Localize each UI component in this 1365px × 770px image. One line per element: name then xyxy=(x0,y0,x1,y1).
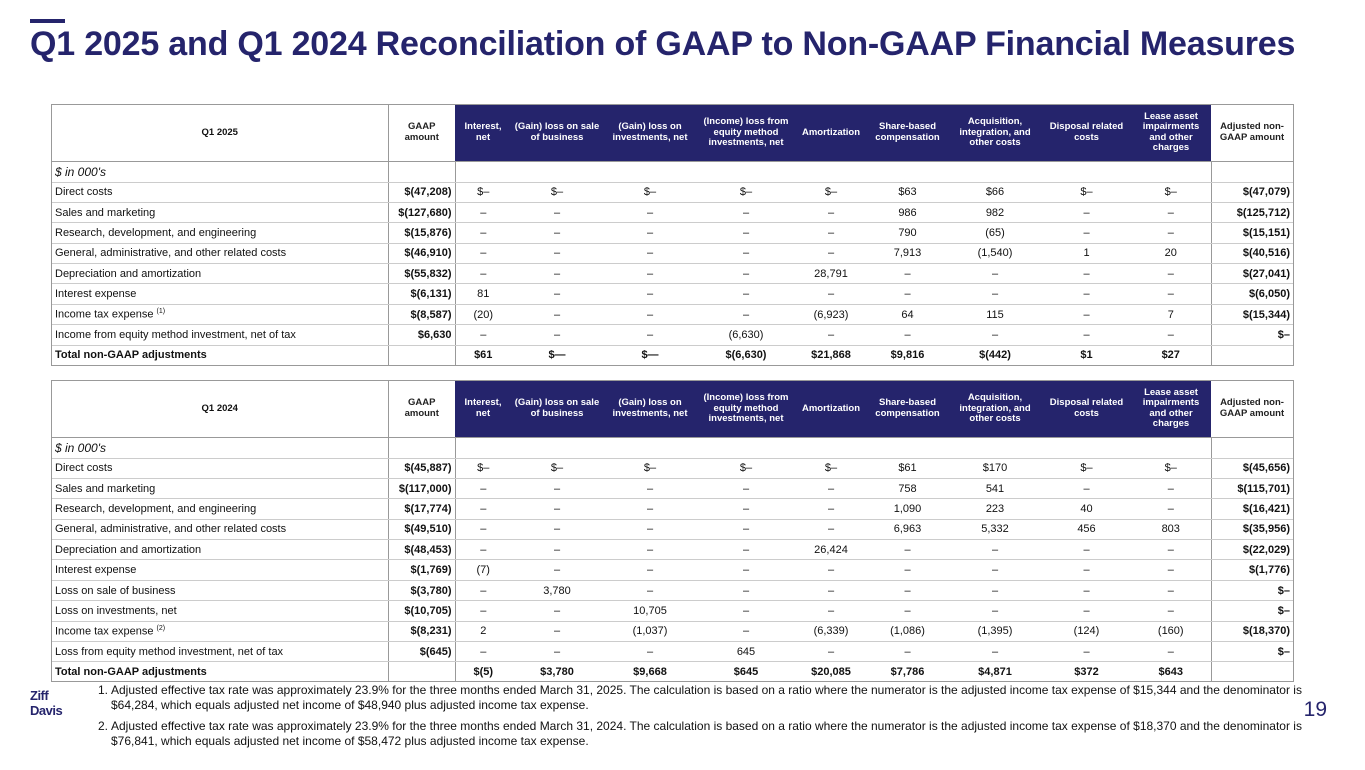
adjustment-cell-acq: – xyxy=(948,284,1042,304)
adjustment-cell-acq: 5,332 xyxy=(948,519,1042,539)
adjustment-cell-lease: 7 xyxy=(1131,304,1211,324)
row-label: Depreciation and amortization xyxy=(52,264,388,284)
adjustment-cell-lease: $– xyxy=(1131,182,1211,202)
adjustment-cell-disp: – xyxy=(1042,264,1131,284)
footnote-1: 1. Adjusted effective tax rate was approximately 23.9% for the three months ended March 31, 2025. The calculation is based on a ratio where the numerator is the adjusted income tax expense of $15,344 and the denominator is $64,284, which equals adjusted net income of $48,940 plus adjusted income tax expense. xyxy=(98,683,1302,712)
adjustment-cell-disp: – xyxy=(1042,325,1131,345)
adjustment-cell-equity: – xyxy=(697,580,795,600)
total-cell-interest: $61 xyxy=(474,349,493,362)
adjustment-cell-lease: – xyxy=(1131,202,1211,222)
adjustment-cell-acq: (1,395) xyxy=(948,621,1042,641)
adjustment-cell-share: – xyxy=(867,601,948,621)
gaap-cell: $(55,832) xyxy=(388,264,455,284)
adjustment-cell-amort: $– xyxy=(795,458,867,478)
adjustment-cell-lease: – xyxy=(1131,478,1211,498)
adjustment-cell-disp: $– xyxy=(1042,458,1131,478)
table-row xyxy=(52,499,1293,519)
adjustment-cell-lease: – xyxy=(1131,325,1211,345)
col-header-disposal: Disposal related costs xyxy=(1042,105,1131,161)
adjustment-cell-interest: – xyxy=(455,499,511,519)
adjustment-cell-interest: (20) xyxy=(455,304,511,324)
adjustment-cell-acq: $170 xyxy=(948,458,1042,478)
adjustment-cell-equity: – xyxy=(697,621,795,641)
row-label: Loss from equity method investment, net of tax xyxy=(52,642,388,662)
adjustment-cell-acq: – xyxy=(948,601,1042,621)
adjustment-cell-equity: – xyxy=(697,499,795,519)
adjusted-cell: $(115,701) xyxy=(1211,478,1293,498)
adjustment-cell-amort: (6,923) xyxy=(795,304,867,324)
table-row xyxy=(52,182,1293,202)
table-row xyxy=(52,223,1293,243)
adjustment-cell-interest: – xyxy=(455,478,511,498)
reconciliation-table-q1-2025 xyxy=(52,105,1293,365)
gaap-cell: $(6,131) xyxy=(388,284,455,304)
gaap-cell: $(46,910) xyxy=(388,243,455,263)
adjustment-cell-inv: – xyxy=(603,519,697,539)
adjustment-cell-share: – xyxy=(867,580,948,600)
gaap-cell: $(17,774) xyxy=(388,499,455,519)
col-header-acquisition: Acquisition, integration, and other costs xyxy=(948,105,1042,161)
adjustment-cell-interest: 81 xyxy=(455,284,511,304)
adjustment-cell-lease: – xyxy=(1131,284,1211,304)
adjustment-cell-disp: 456 xyxy=(1042,519,1131,539)
total-cell-share: $7,786 xyxy=(890,665,925,678)
adjustment-cell-interest: (7) xyxy=(455,560,511,580)
adjustment-cell-acq: – xyxy=(948,540,1042,560)
adjustment-cell-equity: – xyxy=(697,284,795,304)
adjustment-cell-acq: – xyxy=(948,642,1042,662)
adjustment-cell-lease: – xyxy=(1131,580,1211,600)
gaap-cell: $(15,876) xyxy=(388,223,455,243)
adjustment-cell-inv: $– xyxy=(603,182,697,202)
adjustment-cell-sale: – xyxy=(511,284,603,304)
col-header-equity-method: (Income) loss from equity method investments, net xyxy=(697,381,795,437)
gaap-cell: $(45,887) xyxy=(388,458,455,478)
reconciliation-table-q1-2024 xyxy=(52,381,1293,681)
adjustment-cell-amort: $– xyxy=(795,182,867,202)
adjustment-cell-interest: $– xyxy=(455,182,511,202)
adjustment-cell-lease: $– xyxy=(1131,458,1211,478)
adjustment-cell-amort: – xyxy=(795,223,867,243)
adjustment-cell-sale: 3,780 xyxy=(511,580,603,600)
adjustment-cell-lease: (160) xyxy=(1131,621,1211,641)
col-header-acquisition: Acquisition, integration, and other costs xyxy=(948,381,1042,437)
gaap-cell: $(1,769) xyxy=(388,560,455,580)
adjustment-cell-interest: – xyxy=(455,540,511,560)
row-label: Sales and marketing xyxy=(52,478,388,498)
adjustment-cell-acq: (65) xyxy=(948,223,1042,243)
adjustment-cell-disp: 40 xyxy=(1042,499,1131,519)
adjustment-cell-inv: – xyxy=(603,478,697,498)
adjustment-cell-share: – xyxy=(867,325,948,345)
row-label: Income tax expense $^{(1)}$ xyxy=(52,304,388,324)
row-label: Income from equity method investment, net of tax xyxy=(52,325,388,345)
units-label: $ in 000's xyxy=(52,437,388,458)
adjustment-cell-acq: – xyxy=(948,560,1042,580)
adjustment-cell-sale: – xyxy=(511,325,603,345)
col-header-amortization: Amortization xyxy=(795,381,867,437)
adjustment-cell-share: 64 xyxy=(867,304,948,324)
adjustment-cell-amort: – xyxy=(795,325,867,345)
col-header-interest: Interest, net xyxy=(455,105,511,161)
adjustment-cell-sale: – xyxy=(511,223,603,243)
adjustment-cell-sale: – xyxy=(511,499,603,519)
col-header-share-based: Share-based compensation xyxy=(867,381,948,437)
adjustment-cell-sale: – xyxy=(511,519,603,539)
adjustment-cell-equity: $– xyxy=(697,182,795,202)
table-row xyxy=(52,264,1293,284)
table-row xyxy=(52,560,1293,580)
adjustment-cell-disp: 1 xyxy=(1042,243,1131,263)
total-label: Total non-GAAP adjustments xyxy=(55,665,207,678)
footnote-2: 2. Adjusted effective tax rate was approximately 23.9% for the three months ended March 31, 2024. The calculation is based on a ratio where the numerator is the adjusted income tax expense of $18,370 and the denominator is $76,841, which equals adjusted net income of $58,472 plus adjusted income tax expense. xyxy=(98,719,1302,748)
total-cell-sale: $— xyxy=(548,349,566,362)
col-header-adjusted: Adjusted non-GAAP amount xyxy=(1211,105,1293,161)
total-cell-share: $9,816 xyxy=(890,349,925,362)
adjustment-cell-interest: – xyxy=(455,519,511,539)
total-cell-acq: $4,871 xyxy=(978,665,1012,678)
adjustment-cell-sale: – xyxy=(511,304,603,324)
total-cell-amort: $21,868 xyxy=(811,349,851,362)
adjustment-cell-disp: $– xyxy=(1042,182,1131,202)
total-row xyxy=(52,345,1293,365)
footnote-ref: (1) xyxy=(156,308,166,316)
col-header-gaap: GAAP amount xyxy=(388,381,455,437)
col-header-gain-loss-sale: (Gain) loss on sale of business xyxy=(511,105,603,161)
adjustment-cell-equity: – xyxy=(697,223,795,243)
total-cell-interest: $(5) xyxy=(473,665,494,678)
row-label: Loss on sale of business xyxy=(52,580,388,600)
adjustment-cell-equity: 645 xyxy=(697,642,795,662)
table-row xyxy=(52,601,1293,621)
table-row xyxy=(52,458,1293,478)
title-accent-bar xyxy=(30,19,65,23)
table-row xyxy=(52,642,1293,662)
table-row xyxy=(52,621,1293,641)
adjustment-cell-equity: – xyxy=(697,519,795,539)
adjusted-cell: $(15,344) xyxy=(1211,304,1293,324)
adjustment-cell-disp: – xyxy=(1042,304,1131,324)
row-label: Research, development, and engineering xyxy=(52,223,388,243)
total-cell-lease: $27 xyxy=(1161,349,1180,362)
adjustment-cell-amort: – xyxy=(795,601,867,621)
col-header-amortization: Amortization xyxy=(795,105,867,161)
row-label: Research, development, and engineering xyxy=(52,499,388,519)
col-header-lease: Lease asset impairments and other charges xyxy=(1131,381,1211,437)
gaap-cell: $(127,680) xyxy=(388,202,455,222)
adjustment-cell-amort: – xyxy=(795,642,867,662)
adjustment-cell-inv: 10,705 xyxy=(603,601,697,621)
adjustment-cell-interest: – xyxy=(455,642,511,662)
adjustment-cell-inv: – xyxy=(603,642,697,662)
adjustment-cell-disp: – xyxy=(1042,580,1131,600)
adjusted-cell: $– xyxy=(1211,642,1293,662)
total-cell-acq: $(442) xyxy=(979,349,1011,362)
row-label: Income tax expense $^{(2)}$ xyxy=(52,621,388,641)
col-header-disposal: Disposal related costs xyxy=(1042,381,1131,437)
adjustment-cell-amort: 26,424 xyxy=(795,540,867,560)
row-label: Interest expense xyxy=(52,284,388,304)
adjustment-cell-equity: $– xyxy=(697,458,795,478)
adjustment-cell-sale: – xyxy=(511,478,603,498)
adjustment-cell-disp: – xyxy=(1042,560,1131,580)
adjustment-cell-share: $61 xyxy=(867,458,948,478)
table-row xyxy=(52,540,1293,560)
adjustment-cell-disp: – xyxy=(1042,642,1131,662)
footnotes xyxy=(98,683,1308,755)
adjustment-cell-acq: – xyxy=(948,325,1042,345)
adjustment-cell-interest: – xyxy=(455,601,511,621)
col-header-lease: Lease asset impairments and other charges xyxy=(1131,105,1211,161)
adjustment-cell-amort: – xyxy=(795,560,867,580)
adjustment-cell-share: (1,086) xyxy=(867,621,948,641)
col-header-gain-loss-sale: (Gain) loss on sale of business xyxy=(511,381,603,437)
adjustment-cell-inv: (1,037) xyxy=(603,621,697,641)
adjustment-cell-inv: – xyxy=(603,325,697,345)
adjusted-cell: $(22,029) xyxy=(1211,540,1293,560)
page-number: 19 xyxy=(1303,698,1327,721)
adjustment-cell-inv: – xyxy=(603,304,697,324)
adjustment-cell-share: 790 xyxy=(867,223,948,243)
adjustment-cell-inv: – xyxy=(603,540,697,560)
adjustment-cell-amort: – xyxy=(795,519,867,539)
adjustment-cell-inv: $– xyxy=(603,458,697,478)
adjusted-cell: $(27,041) xyxy=(1211,264,1293,284)
table-row xyxy=(52,519,1293,539)
row-label: Depreciation and amortization xyxy=(52,540,388,560)
table-period-label: Q1 2025 xyxy=(201,126,238,138)
adjustment-cell-inv: – xyxy=(603,580,697,600)
adjustment-cell-interest: – xyxy=(455,580,511,600)
adjustment-cell-interest: 2 xyxy=(455,621,511,641)
total-cell-sale: $3,780 xyxy=(540,665,574,678)
adjustment-cell-disp: – xyxy=(1042,540,1131,560)
col-header-gaap: GAAP amount xyxy=(388,105,455,161)
col-header-interest: Interest, net xyxy=(455,381,511,437)
adjusted-cell: $(18,370) xyxy=(1211,621,1293,641)
adjustment-cell-sale: – xyxy=(511,264,603,284)
adjustment-cell-share: – xyxy=(867,540,948,560)
adjustment-cell-sale: – xyxy=(511,540,603,560)
adjustment-cell-sale: $– xyxy=(511,182,603,202)
adjustment-cell-lease: – xyxy=(1131,642,1211,662)
adjustment-cell-acq: $66 xyxy=(948,182,1042,202)
gaap-cell: $(8,231) xyxy=(388,621,455,641)
row-label: Sales and marketing xyxy=(52,202,388,222)
adjustment-cell-equity: – xyxy=(697,560,795,580)
adjusted-cell: $– xyxy=(1211,601,1293,621)
adjustment-cell-equity: – xyxy=(697,540,795,560)
adjustment-cell-share: 7,913 xyxy=(867,243,948,263)
row-label: General, administrative, and other related costs xyxy=(52,243,388,263)
table-row xyxy=(52,202,1293,222)
adjustment-cell-disp: – xyxy=(1042,202,1131,222)
adjusted-cell: $(16,421) xyxy=(1211,499,1293,519)
total-cell-inv: $9,668 xyxy=(633,665,667,678)
adjustment-cell-interest: $– xyxy=(455,458,511,478)
row-label: General, administrative, and other related costs xyxy=(52,519,388,539)
row-label: Interest expense xyxy=(52,560,388,580)
adjustment-cell-inv: – xyxy=(603,202,697,222)
table-row xyxy=(52,243,1293,263)
total-cell-inv: $— xyxy=(641,349,659,362)
adjusted-cell: $(45,656) xyxy=(1211,458,1293,478)
adjusted-cell: $(1,776) xyxy=(1211,560,1293,580)
adjustment-cell-amort: – xyxy=(795,478,867,498)
gaap-cell: $(8,587) xyxy=(388,304,455,324)
adjustment-cell-equity: (6,630) xyxy=(697,325,795,345)
row-label: Loss on investments, net xyxy=(52,601,388,621)
adjustment-cell-sale: – xyxy=(511,560,603,580)
table-row xyxy=(52,325,1293,345)
adjustment-cell-interest: – xyxy=(455,223,511,243)
adjusted-cell: $(6,050) xyxy=(1211,284,1293,304)
gaap-cell: $(47,208) xyxy=(388,182,455,202)
table-period-label: Q1 2024 xyxy=(201,402,238,414)
adjustment-cell-acq: 223 xyxy=(948,499,1042,519)
adjusted-cell: $(40,516) xyxy=(1211,243,1293,263)
adjustment-cell-amort: – xyxy=(795,580,867,600)
adjustment-cell-sale: $– xyxy=(511,458,603,478)
adjustment-cell-share: – xyxy=(867,642,948,662)
adjustment-cell-amort: – xyxy=(795,499,867,519)
adjustment-cell-equity: – xyxy=(697,601,795,621)
adjustment-cell-inv: – xyxy=(603,243,697,263)
gaap-cell: $(49,510) xyxy=(388,519,455,539)
adjustment-cell-interest: – xyxy=(455,264,511,284)
ziff-davis-logo xyxy=(28,688,76,718)
adjustment-cell-sale: – xyxy=(511,601,603,621)
adjustment-cell-equity: – xyxy=(697,264,795,284)
adjustment-cell-share: $63 xyxy=(867,182,948,202)
adjustment-cell-inv: – xyxy=(603,499,697,519)
adjustment-cell-amort: – xyxy=(795,284,867,304)
adjusted-cell: $– xyxy=(1211,325,1293,345)
adjustment-cell-amort: – xyxy=(795,243,867,263)
page-title: Q1 2025 and Q1 2024 Reconciliation of GAAP to Non-GAAP Financial Measures xyxy=(30,25,1296,63)
table-row xyxy=(52,284,1293,304)
total-label: Total non-GAAP adjustments xyxy=(55,349,207,362)
adjustment-cell-equity: – xyxy=(697,478,795,498)
adjustment-cell-lease: – xyxy=(1131,540,1211,560)
adjustment-cell-sale: – xyxy=(511,621,603,641)
adjustment-cell-equity: – xyxy=(697,243,795,263)
adjustment-cell-lease: – xyxy=(1131,601,1211,621)
col-header-adjusted: Adjusted non-GAAP amount xyxy=(1211,381,1293,437)
adjustment-cell-disp: – xyxy=(1042,284,1131,304)
adjustment-cell-share: 758 xyxy=(867,478,948,498)
adjustment-cell-share: – xyxy=(867,560,948,580)
adjustment-cell-acq: 541 xyxy=(948,478,1042,498)
total-cell-equity: $(6,630) xyxy=(725,349,767,362)
adjustment-cell-lease: 803 xyxy=(1131,519,1211,539)
adjustment-cell-share: 986 xyxy=(867,202,948,222)
table-row xyxy=(52,304,1293,324)
adjustment-cell-share: 6,963 xyxy=(867,519,948,539)
row-label: Direct costs xyxy=(52,458,388,478)
adjustment-cell-lease: 20 xyxy=(1131,243,1211,263)
table-row xyxy=(52,478,1293,498)
adjustment-cell-share: – xyxy=(867,284,948,304)
adjustment-cell-sale: – xyxy=(511,243,603,263)
adjustment-cell-disp: – xyxy=(1042,601,1131,621)
adjustment-cell-amort: (6,339) xyxy=(795,621,867,641)
adjustment-cell-share: – xyxy=(867,264,948,284)
adjustment-cell-disp: – xyxy=(1042,223,1131,243)
units-label: $ in 000's xyxy=(52,161,388,182)
adjustment-cell-interest: – xyxy=(455,202,511,222)
adjustment-cell-sale: – xyxy=(511,202,603,222)
gaap-cell: $(3,780) xyxy=(388,580,455,600)
total-row xyxy=(52,662,1293,682)
adjusted-cell: $(35,956) xyxy=(1211,519,1293,539)
adjusted-cell: $– xyxy=(1211,580,1293,600)
total-cell-disp: $372 xyxy=(1074,665,1099,678)
adjustment-cell-inv: – xyxy=(603,264,697,284)
table-row xyxy=(52,580,1293,600)
gaap-cell: $6,630 xyxy=(388,325,455,345)
col-header-gain-loss-investments: (Gain) loss on investments, net xyxy=(603,381,697,437)
gaap-cell: $(645) xyxy=(388,642,455,662)
gaap-cell: $(117,000) xyxy=(388,478,455,498)
adjustment-cell-interest: – xyxy=(455,325,511,345)
adjustment-cell-lease: – xyxy=(1131,560,1211,580)
adjusted-cell: $(125,712) xyxy=(1211,202,1293,222)
adjustment-cell-acq: 115 xyxy=(948,304,1042,324)
row-label: Direct costs xyxy=(52,182,388,202)
adjusted-cell: $(47,079) xyxy=(1211,182,1293,202)
gaap-cell: $(48,453) xyxy=(388,540,455,560)
adjustment-cell-acq: (1,540) xyxy=(948,243,1042,263)
adjustment-cell-sale: – xyxy=(511,642,603,662)
adjustment-cell-interest: – xyxy=(455,243,511,263)
adjustment-cell-disp: – xyxy=(1042,478,1131,498)
col-header-share-based: Share-based compensation xyxy=(867,105,948,161)
adjustment-cell-inv: – xyxy=(603,223,697,243)
adjustment-cell-acq: – xyxy=(948,580,1042,600)
adjustment-cell-inv: – xyxy=(603,284,697,304)
adjustment-cell-lease: – xyxy=(1131,223,1211,243)
col-header-gain-loss-investments: (Gain) loss on investments, net xyxy=(603,105,697,161)
logo-line-1: Ziff xyxy=(30,688,49,703)
adjustment-cell-amort: 28,791 xyxy=(795,264,867,284)
total-cell-equity: $645 xyxy=(733,665,759,678)
adjustment-cell-share: 1,090 xyxy=(867,499,948,519)
adjustment-cell-acq: – xyxy=(948,264,1042,284)
adjustment-cell-disp: (124) xyxy=(1042,621,1131,641)
adjustment-cell-equity: – xyxy=(697,202,795,222)
adjustment-cell-lease: – xyxy=(1131,264,1211,284)
total-cell-lease: $643 xyxy=(1158,665,1183,678)
adjustment-cell-lease: – xyxy=(1131,499,1211,519)
footnote-ref: (2) xyxy=(156,624,166,632)
gaap-cell: $(10,705) xyxy=(388,601,455,621)
adjusted-cell: $(15,151) xyxy=(1211,223,1293,243)
total-cell-disp: $1 xyxy=(1080,349,1093,362)
adjustment-cell-inv: – xyxy=(603,560,697,580)
col-header-equity-method: (Income) loss from equity method investments, net xyxy=(697,105,795,161)
total-cell-amort: $20,085 xyxy=(811,665,851,678)
logo-line-2: Davis xyxy=(30,703,63,718)
adjustment-cell-acq: 982 xyxy=(948,202,1042,222)
adjustment-cell-amort: – xyxy=(795,202,867,222)
adjustment-cell-equity: – xyxy=(697,304,795,324)
